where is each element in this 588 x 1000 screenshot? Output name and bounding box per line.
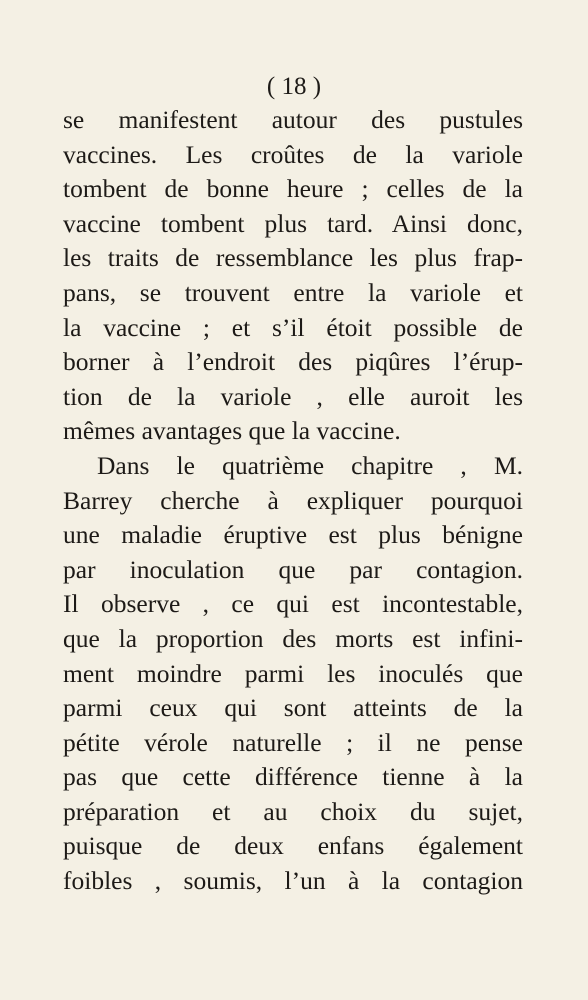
- text-line: Il observe , ce qui est incontestable,: [63, 589, 523, 619]
- text-line: vaccines. Les croûtes de la variole: [63, 139, 523, 169]
- text-line: pétite vérole naturelle ; il ne pense: [63, 727, 523, 757]
- text-line: préparation et au choix du sujet,: [63, 796, 523, 826]
- page-number: ( 18 ): [266, 73, 322, 100]
- text-line: foibles , soumis, l’un à la contagion: [63, 866, 523, 896]
- text-line: ment moindre parmi les inoculés que: [63, 658, 523, 688]
- text-line: vaccine tombent plus tard. Ainsi donc,: [63, 208, 523, 238]
- text-line: se manifestent autour des pustules: [63, 105, 523, 134]
- text-line: tion de la variole , elle auroit les: [63, 381, 523, 411]
- text-line: pans, se trouvent entre la variole et: [63, 277, 523, 307]
- text-line: borner à l’endroit des piqûres l’érup-: [63, 347, 523, 377]
- text-line: pas que cette différence tienne à la: [63, 762, 523, 792]
- text-line: tombent de bonne heure ; celles de la: [63, 174, 523, 204]
- text-line: que la proportion des morts est infini-: [63, 623, 523, 653]
- text-line: par inoculation que par contagion.: [63, 554, 523, 584]
- body-text: [63, 103, 523, 899]
- text-line: les traits de ressemblance les plus frap-: [63, 243, 523, 273]
- text-line: mêmes avantages que la vaccine.: [63, 416, 401, 446]
- text-line: parmi ceux qui sont atteints de la: [63, 693, 523, 723]
- text-line: Barrey cherche à expliquer pourquoi: [63, 485, 523, 515]
- text-line: Dans le quatrième chapitre , M.: [97, 450, 523, 480]
- text-line: la vaccine ; et s’il étoit possible de: [63, 312, 523, 342]
- text-line: puisque de deux enfans également: [63, 831, 523, 861]
- text-line: une maladie éruptive est plus bénigne: [63, 520, 523, 550]
